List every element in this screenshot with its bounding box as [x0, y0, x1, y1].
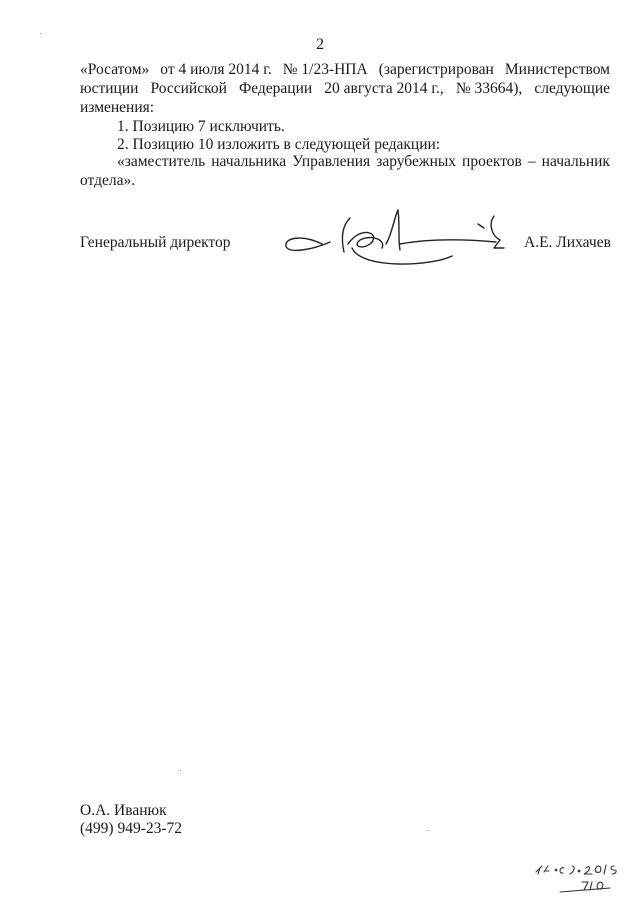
- word: следующие: [534, 80, 610, 97]
- scan-speck: [40, 33, 41, 34]
- handwritten-date-stamp: [530, 862, 620, 898]
- word: проектов: [462, 153, 522, 170]
- word: «заместитель: [117, 153, 206, 170]
- contact-name: О.А. Иванюк: [80, 802, 167, 819]
- scan-speck: [180, 770, 181, 771]
- word: № 1/23-НПА: [282, 61, 368, 78]
- signatory-name: А.Е. Лихачев: [524, 234, 611, 251]
- word: –: [527, 153, 536, 170]
- page-number: 2: [316, 36, 324, 53]
- paragraph-line-3: изменения:: [80, 99, 155, 116]
- word: начальника: [211, 153, 287, 170]
- quoted-position: [80, 152, 610, 190]
- word: «Росатом»: [80, 61, 150, 78]
- signatory-title: Генеральный директор: [80, 234, 231, 251]
- word: начальник: [541, 153, 610, 170]
- word: Управления: [292, 153, 371, 170]
- word: Федерации: [238, 80, 313, 97]
- word: зарубежных: [376, 153, 457, 170]
- list-item-2: 2. Позицию 10 изложить в следующей редакции:: [117, 136, 441, 153]
- word: 20 августа 2014 г.,: [324, 80, 444, 97]
- list-item-1: 1. Позицию 7 исключить.: [117, 118, 285, 135]
- quote-line-1: [80, 152, 610, 171]
- handwritten-signature: [282, 204, 520, 280]
- scan-speck: [428, 830, 429, 831]
- word: Министерством: [504, 61, 610, 78]
- amendment-paragraph: [80, 60, 610, 117]
- word: (зарегистрирован: [378, 61, 494, 78]
- contact-phone: (499) 949-23-72: [80, 820, 183, 837]
- word: юстиции: [80, 80, 139, 97]
- paragraph-line-1: [80, 60, 610, 79]
- paragraph-line-2: [80, 79, 610, 98]
- quote-line-2: отдела».: [80, 172, 136, 189]
- word: Российской: [150, 80, 227, 97]
- word: от 4 июля 2014 г.: [160, 61, 272, 78]
- word: № 33664),: [455, 80, 523, 97]
